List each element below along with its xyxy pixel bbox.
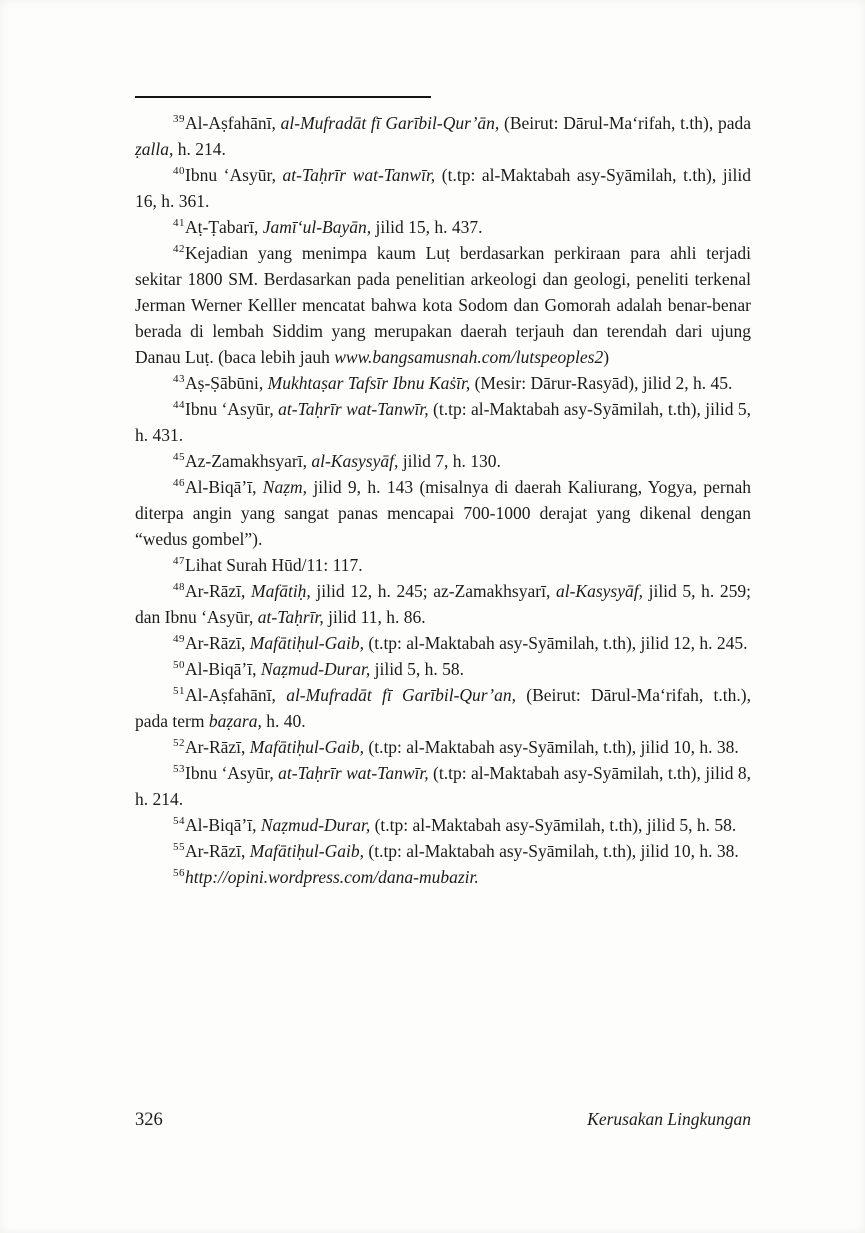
footnote [135,214,751,240]
footnote-text: jilid 15, h. 437. [371,217,483,237]
footnote [135,162,751,214]
running-title: Kerusakan Lingkungan [587,1109,751,1129]
footnote-text: Kejadian yang menimpa kaum Luṭ berdasarkan perkiraan para ahli terjadi sekitar 1800 SM. Berdasarkan pada penelitian arkeologi dan geologi, peneliti terkenal Jerman Werner Kelller mencatat bahwa kota Sodom dan Gomorah adalah benar-benar berada di lembah Siddim yang merupakan daerah terjauh dan terendah dari ujung Danau Luṭ. (baca lebih jauh [135,243,751,367]
footnote-text-italic: at-Taḥrīr wat-Tanwīr, [278,399,429,419]
footnote [135,734,751,760]
footnote-number: 42 [173,243,185,256]
footnote-text-italic: Naẓmud-Durar, [260,659,371,679]
footnote-text-italic: al-Kasysyāf, [555,581,643,601]
footnote [135,630,751,656]
footnote-text-italic: al-Mufradāt fī Garībil-Qur’ān, [280,113,500,133]
footnote [135,396,751,448]
footnote-number: 49 [173,633,185,646]
footnote-number: 48 [173,581,185,594]
footnote [135,578,751,630]
footnote [135,448,751,474]
footnote-text: Al-Biqā’ī, [185,477,263,497]
footnote-text: ) [603,347,610,367]
footnote-number: 40 [173,165,185,178]
footnote-text-italic: Mukhtaṣar Tafsīr Ibnu Kaṡīr, [267,373,471,393]
footnote-text: Aṣ-Ṣābūni, [185,373,268,393]
footnote-text: (Beirut: Dārul-Ma‘rifah, t.th.), pada term [135,685,751,731]
footnote-text: Aṭ-Ṭabarī, [185,217,263,237]
footnote-text: jilid 5, h. 259; dan Ibnu ‘Asyūr, [135,581,752,627]
footnote-number: 44 [173,399,185,412]
footnote [135,656,751,682]
footnote [135,370,751,396]
footnote-text: Ibnu ‘Asyūr, [185,763,279,783]
footnote-number: 56 [173,867,185,880]
footnote-text: (t.tp: al-Maktabah asy-Syāmilah, t.th), jilid 5, h. 58. [370,815,737,835]
footnote-text: Al-Aṣfahānī, [185,685,287,705]
footnotes-section [135,96,751,890]
footnote [135,760,751,812]
footnote-text-italic: Mafātiḥul-Gaib, [249,737,364,757]
footnote-text: (t.tp: al-Maktabah asy-Syāmilah, t.th), jilid 5, h. 431. [135,399,751,445]
footnote-number: 51 [173,685,185,698]
footnote-text-italic: Mafātiḥ, [251,581,311,601]
footnote [135,552,751,578]
footnote-text: (Mesir: Dārur-Rasyād), jilid 2, h. 45. [470,373,733,393]
footnote-text: h. 40. [261,711,306,731]
footnote-number: 47 [173,555,185,568]
footnote-text: (t.tp: al-Maktabah asy-Syāmilah, t.th), jilid 10, h. 38. [364,737,739,757]
footnote-text: Az-Zamakhsyarī, [185,451,312,471]
footnote-text: Ar-Rāzī, [185,581,252,601]
footnote-number: 39 [173,113,185,126]
footnote-text-italic: al-Mufradāt fī Garībil-Qur’an, [286,685,516,705]
footnote [135,864,751,890]
footnote-text: Ar-Rāzī, [185,737,250,757]
footnote [135,682,751,734]
footnote-text-italic: at-Taḥrīr wat-Tanwīr, [278,763,429,783]
footnote-text-italic: al-Kasysyāf, [311,451,399,471]
footnote-text: jilid 9, h. 143 (misalnya di daerah Kaliurang, Yogya, pernah diterpa angin yang sangat panas mencapai 700-1000 derajat yang dikenal dengan “wedus gombel”). [135,477,751,549]
footnote [135,240,751,370]
footnote-text-italic: baẓara, [208,711,262,731]
footnote-text-italic: Jamī‘ul-Bayān, [262,217,372,237]
footnote-number: 50 [173,659,185,672]
footnote-text: (Beirut: Dārul-Ma‘rifah, t.th), pada [499,113,751,133]
footnote-text: (t.tp: al-Maktabah asy-Syāmilah, t.th), jilid 16, h. 361. [135,165,751,211]
footnote-number: 43 [173,373,185,386]
footnote [135,812,751,838]
footnote-text: (t.tp: al-Maktabah asy-Syāmilah, t.th), jilid 10, h. 38. [364,841,739,861]
footnotes-list [135,110,751,890]
page-footer [135,1106,751,1133]
footnote-number: 52 [173,737,185,750]
footnote-text: Lihat Surah Hūd/11: 117. [185,555,363,575]
footnote-text: Al-Biqā’ī, [185,815,261,835]
footnote-text-italic: at-Taḥrīr, [257,607,324,627]
footnote-text: jilid 11, h. 86. [323,607,426,627]
footnote-text: Ibnu ‘Asyūr, [185,399,279,419]
footnote-text: jilid 12, h. 245; az-Zamakhsyarī, [310,581,556,601]
footnote-number: 46 [173,477,185,490]
footnote-text-italic: at-Taḥrīr wat-Tanwīr, [282,165,436,185]
footnote-number: 55 [173,841,185,854]
footnote-text-italic: Naẓm, [262,477,308,497]
footnote-number: 45 [173,451,185,464]
footnote-number: 54 [173,815,185,828]
footnote-text: Al-Aṣfahānī, [185,113,281,133]
footnote-number: 53 [173,763,185,776]
page-number: 326 [135,1110,163,1130]
footnote-text-italic: Mafātiḥul-Gaib, [249,841,364,861]
footnote-text: (t.tp: al-Maktabah asy-Syāmilah, t.th), jilid 12, h. 245. [364,633,748,653]
footnote-text: Ar-Rāzī, [185,841,250,861]
footnote-text-italic: ẓalla, [135,139,174,159]
footnote-text-italic: http://opini.wordpress.com/dana-mubazir. [185,867,479,887]
footnote-text: Ar-Rāzī, [185,633,250,653]
footnote-text: Al-Biqā’ī, [185,659,261,679]
footnote-text-italic: Naẓmud-Durar, [260,815,371,835]
footnote-text-italic: Mafātiḥul-Gaib, [249,633,364,653]
footnote [135,474,751,552]
footnote-text: Ibnu ‘Asyūr, [185,165,283,185]
footnote-text: h. 214. [173,139,226,159]
footnote-text: jilid 7, h. 130. [398,451,501,471]
footnote [135,838,751,864]
footnote-text: (t.tp: al-Maktabah asy-Syāmilah, t.th), jilid 8, h. 214. [135,763,751,809]
footnote-number: 41 [173,217,185,230]
footnote [135,110,751,162]
footnote-text-italic: www.bangsamusnah.com/lutspeoples2 [334,347,604,367]
footnote-separator [135,96,431,98]
footnote-text: jilid 5, h. 58. [370,659,465,679]
